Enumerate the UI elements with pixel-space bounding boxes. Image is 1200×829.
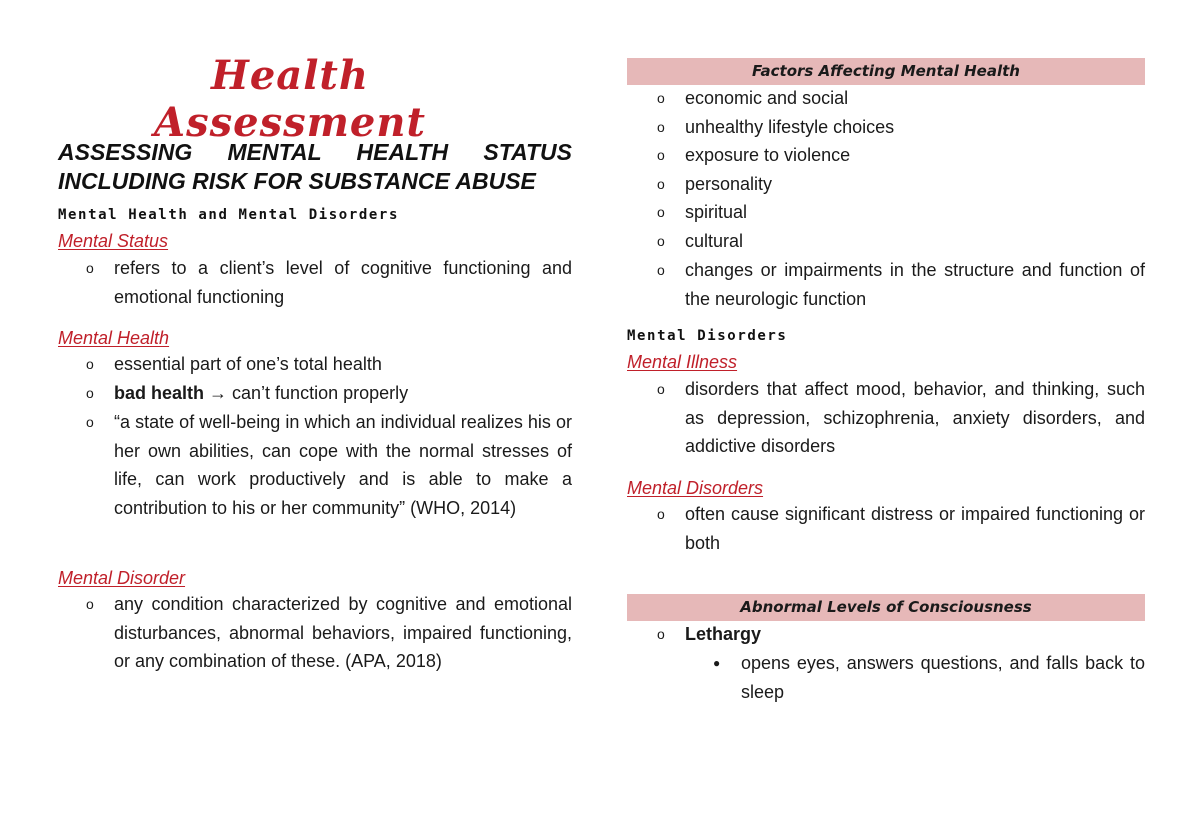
list-item: o bad health → can’t function properly [86,379,572,408]
bullet-icon: o [86,260,94,276]
page-title: Health Assessment [154,52,426,146]
bullet-icon: o [657,381,665,397]
filled-bullet-icon: ● [713,656,721,670]
factors-header-bar: Factors Affecting Mental Health [627,58,1145,85]
abnormal-consciousness-bar: Abnormal Levels of Consciousness [627,594,1145,621]
bullet-icon: o [657,204,665,220]
bullet-icon: o [657,176,665,192]
list-item: o unhealthy lifestyle choices [657,113,1145,142]
list-item: ● opens eyes, answers questions, and falls back to sleep [713,649,1145,706]
subheading-mental-disorders: Mental Disorders [627,478,764,498]
list-item: o any condition characterized by cognitive and emotional disturbances, abnormal behaviors, impaired functioning, or any combination of these. (APA, 2018) [86,590,572,676]
list-item: o changes or impairments in the structure and function of the neurologic function [657,256,1145,313]
bullet-icon: o [657,90,665,106]
bullet-icon: o [86,414,94,430]
bullet-icon: o [657,147,665,163]
section-heading-right: Mental Disorders [627,328,788,344]
section-heading-left: Mental Health and Mental Disorders [58,207,399,223]
bold-term: bad health [114,383,205,403]
subheading-mental-health: Mental Health [58,328,170,348]
subheading-mental-disorder: Mental Disorder [58,568,186,588]
list-item: o cultural [657,227,1145,256]
bullet-icon: o [657,119,665,135]
bullet-icon: o [86,385,94,401]
list-item: o exposure to violence [657,141,1145,170]
subheading-mental-illness: Mental Illness [627,352,738,372]
bullet-icon: o [657,626,665,642]
main-heading: ASSESSING MENTAL HEALTH STATUS INCLUDING RISK FOR SUBSTANCE ABUSE [58,139,572,194]
bold-term: Lethargy [685,624,762,644]
bullet-icon: o [86,596,94,612]
list-item: o disorders that affect mood, behavior, and thinking, such as depression, schizophrenia, anxiety disorders, and addictive disorders [657,375,1145,461]
bullet-icon: o [86,356,94,372]
bullet-icon: o [657,506,665,522]
bullet-icon: o [657,262,665,278]
list-item: o economic and social [657,84,1145,113]
list-item: o personality [657,170,1145,199]
list-item: o refers to a client’s level of cognitive functioning and emotional functioning [86,254,572,311]
list-item [657,620,1145,649]
list-item: o essential part of one’s total health [86,350,572,379]
list-item: o “a state of well-being in which an individual realizes his or her own abilities, can cope with the normal stresses of life, can work productively and is able to make a contribution to his or her community” (WHO, 2014) [86,408,572,522]
list-item: o often cause significant distress or impaired functioning or both [657,500,1145,557]
list-item: o spiritual [657,198,1145,227]
subheading-mental-status: Mental Status [58,231,169,251]
bullet-icon: o [657,233,665,249]
